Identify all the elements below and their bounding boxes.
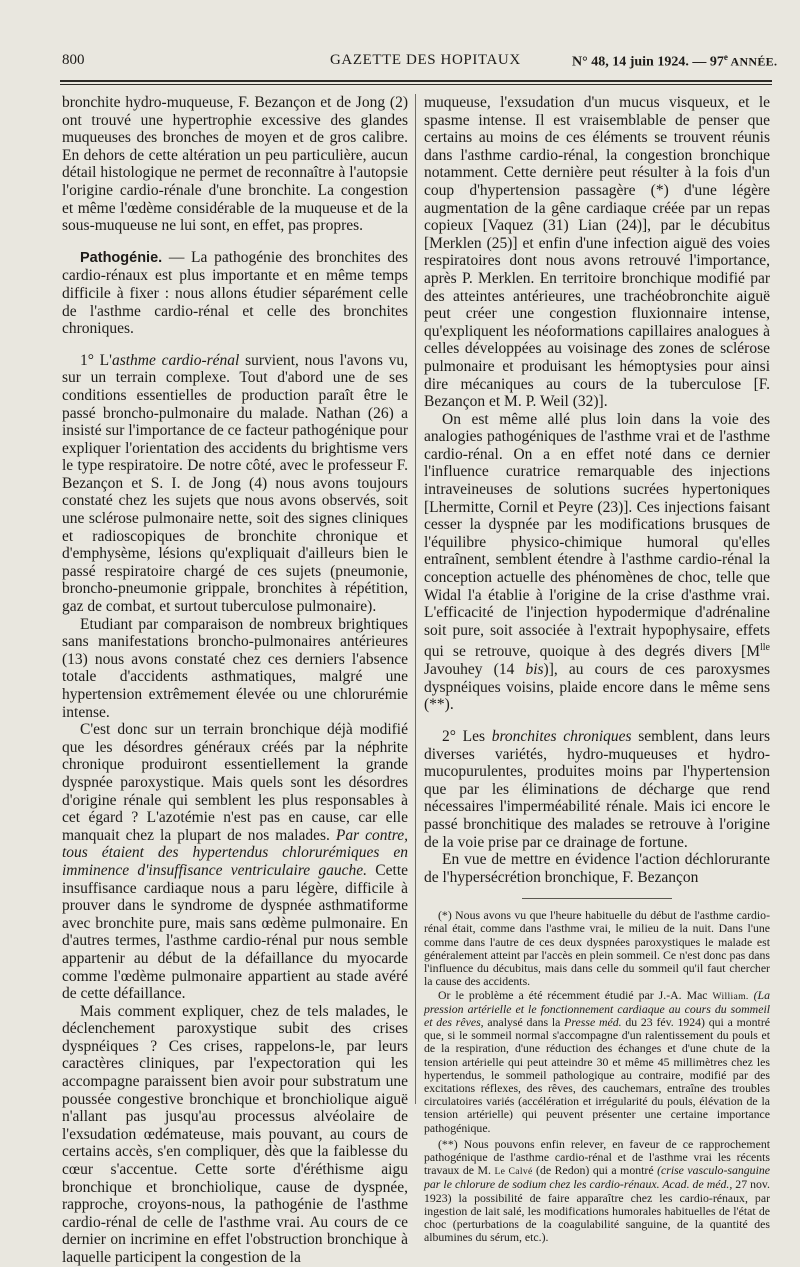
emphasis: Par contre, tous étaient des hypertendus chlorurémiques en imminence d'insuffisance ventriculaire gauche. xyxy=(62,826,408,879)
journal-title: GAZETTE DES HOPITAUX xyxy=(330,52,521,68)
issue-info xyxy=(572,52,777,71)
footnotes xyxy=(424,909,770,1244)
footnote-rule xyxy=(522,898,672,899)
text: Javouhey (14 xyxy=(424,661,526,679)
paragraph: Mais comment expliquer, chez de tels malades, le déclenchement paroxystique subit des crises dyspnéiques ? Ces crises, rappelons-le, par leurs caractères cliniques, par l'expectoration qui les accompagne paraissent bien avoir pour substratum une poussée congestive bronchique et bronchiolique aiguë n'allant pas jusqu'au processus alvéolaire de l'exsudation œdémateuse, mais pouvant, au cours de certains accès, s'en compliquer, dès que la faiblesse du cœur s'accentue. Cette sorte d'éréthisme aigu bronchique et bronchiolique, cause de dyspnée, rapproche, croyons-nous, la pathogénie de l'asthme cardio-rénal de celle de l'asthme vrai. Au cours de ce dernier on incrimine en effet l'obstruction bronchique à laquelle participent la congestion de la xyxy=(62,1002,408,1266)
paragraph xyxy=(424,411,770,714)
running-header xyxy=(62,52,778,76)
text: On est même allé plus loin dans la voie des analogies pathogéniques de l'asthme vrai et de l'asthme cardio-rénal. On a en effet noté dans ce dernier l'influence curatrice remarquable des injections intraveineuses de solutions sucrées hypertoniques [Lhermitte, Cornil et Peyre (23)]. Ces injections faisant cesser la dyspnée par les modifications brusques de l'équilibre physico-chimique humoral qu'elles entraînent, semblent étendre à l'asthme cardio-rénal la conception actuelle des phénomènes de choc, telle que Widal l'a établie à l'origine de la crise d'asthme vrai. L'efficacité de l'injection hypodermique d'adrénaline soit pure, soit associée à l'extrait hypophysaire, effets qui se retrouve, quoique à des degrés divers [M xyxy=(424,410,770,661)
paragraph-bronchites xyxy=(424,728,770,851)
author-name: William. xyxy=(712,990,749,1002)
header-rule-thick xyxy=(60,80,772,82)
page-number: 800 xyxy=(62,52,85,68)
issue-year-label: ANNÉE. xyxy=(727,54,778,69)
issue-date: N° 48, 14 juin 1924. — 97 xyxy=(572,54,724,70)
text: Or le problème a été récemment étudié par J.-A. Mac xyxy=(438,987,713,1002)
paragraph: muqueuse, l'exsudation d'un mucus visqueux, et le spasme intense. Il est vraisemblable de penser que certains au moins de ces éléments se trouvent réunis dans l'asthme cardio-rénal, la congestion bronchique notamment. Cette dernière peut résulter à la fois d'un coup d'hypertension passagère (*) d'une légère augmentation de la gêne cardiaque créée par un repas copieux [Vaquez (31) Lian (24)], par le décubitus [Merklen (25)] et enfin d'une infection aiguë des voies respiratoires dont nous avons retrouvé l'importance, après P. Merklen. En territoire bronchique modifié par des atteintes antérieures, une trachéobronchite aiguë peut créer une congestion fluxionnaire intense, qu'expliquent les néoformations capillaires analogues à celles développées au voisinage des zones de sclérose pulmonaire et produisant les hémoptysies pour ainsi dire mécaniques au cours de la tuberculose [F. Bezançon et M. P. Weil (32)]. xyxy=(424,94,770,411)
text: 1° L' xyxy=(80,351,112,369)
paragraph-pathogenie xyxy=(62,249,408,338)
paragraph: Etudiant par comparaison de nombreux brightiques sans manifestations broncho-pulmonaires antérieures (13) nous avons constaté chez ces derniers l'absence totale d'accidents asthmatiques, malgré une hypertension extrêmement élevée ou une chlorurémie intense. xyxy=(62,615,408,721)
footnote-1-cont xyxy=(424,989,770,1135)
emphasis: bis xyxy=(525,661,544,679)
text: 2° Les xyxy=(442,727,492,745)
issue-ordinal: e xyxy=(723,52,728,62)
paragraph-text: — La pathogénie des bronchites des cardio-rénaux est plus importante et en même temps difficile à fixer : nous allons étudier séparément celle de l'asthme cardio-rénal et celle des bronchites chroniques. xyxy=(62,248,408,338)
footnote-2 xyxy=(424,1138,770,1245)
text: C'est donc sur un terrain bronchique déjà modifié que les désordres généraux créés par la néphrite chronique produiront essentiellement la grande dyspnée paroxystique. Mais quels sont les désordres d'origine rénale qui semblent les plus responsables à cet égard ? L'azotémie n'est pas en cause, car elle manquait chez la plupart de nos malades. xyxy=(62,721,408,844)
column-divider xyxy=(415,94,416,1104)
left-column xyxy=(62,94,408,1266)
term-bronchites-chroniques: bronchites chroniques xyxy=(491,727,632,745)
text: survient, nous l'avons vu, sur un terrain complexe. Tout d'abord une de ses conditions essentielles de production paraît être le passé broncho-pulmonaire du malade. Nathan (26) a insisté sur l'importance de ce facteur pathogénique pour expliquer l'orientation des accidents du brightisme vers le type respiratoire. De notre côté, avec le professeur F. Bezançon et S. I. de Jong (4) nous avons toujours constaté chez les sujets que nous avons observés, soit une sclérose pulmonaire nette, soit des signes cliniques et radioscopiques de bronchite chronique et d'emphysème, lésions qu'expliquait d'ailleurs bien le passé respiratoire chargé de ces sujets (pneumonie, broncho-pneumonie grippale, bronchites à répétition, gaz de combat, et surtout tuberculose pulmonaire). xyxy=(62,351,408,616)
term-asthme-cardio-renal: asthme cardio-rénal xyxy=(111,351,240,369)
author-name: Le Calvé xyxy=(494,1166,533,1178)
text: semblent, dans leurs diverses variétés, hydro-muqueuses et hydro-mucopurulentes, produites moins par l'hypertension que par les éliminations de décharge que rend nécessaires l'imperméabilité rénale. Mais ici encore le passé bronchitique des malades se retrouve à l'origine de la voie prise par ce drainage de fortune. xyxy=(424,727,770,851)
right-column xyxy=(424,94,771,1245)
text: (de Redon) qui a montré xyxy=(532,1163,658,1178)
header-rule-thin xyxy=(60,84,772,85)
text: Cette insuffisance cardiaque nous a paru légère, difficile à prouver dans le syndrome de dyspnée asthmatiforme avec bronchite pure, mais sans œdème pulmonaire. En d'autres termes, l'asthme cardio-rénal pur nous semble appartenir au début de la défaillance du myocarde comme l'œdème pulmonaire appartient au stade avéré de cette défaillance. xyxy=(62,861,408,1003)
text: analysé dans la xyxy=(483,1014,565,1029)
paragraph: En vue de mettre en évidence l'action déchlorurante de l'hypersécrétion bronchique, F. Bezançon xyxy=(424,851,770,886)
text: 27 nov. 1923) la possibilité de faire apparaître chez les cardio-rénaux, par ingestion de lait salé, les modifications humorales habituelles de l'état de choc (perturbations de la coagulabilité sanguine, de la quantité des albumines du sérum, etc.). xyxy=(424,1177,771,1245)
emphasis: (crise vasculo-sanguine par le chlorure de sodium chez les cardio-rénaux. Acad. de méd., xyxy=(424,1163,770,1192)
emphasis: Presse méd. xyxy=(564,1014,622,1029)
paragraph-asthme xyxy=(62,352,408,616)
paragraph: bronchite hydro-muqueuse, F. Bezançon et de Jong (2) ont trouvé une hypertrophie excessive des glandes muqueuses des bronches de moyen et de gros calibre. En dehors de cette altération un peu particulière, aucun détail histologique ne permet de reconnaître à l'autopsie l'origine cardio-rénale d'une bronchite. La congestion et même l'œdème considérable de la muqueuse et de la sous-muqueuse ne lui sont, en effet, pas propres. xyxy=(62,94,408,235)
footnote-1: (*) Nous avons vu que l'heure habituelle du début de l'asthme cardio-rénal était, comme dans l'asthme vrai, le milieu de la nuit. Dans l'une comme dans l'autre de ces deux dyspnées paroxystiques le malade est généralement atteint par l'accès en plein sommeil. Ce n'est donc pas dans l'influence du décubitus, mais dans celle du sommeil qu'il faut chercher la cause des accidents. xyxy=(424,908,770,989)
text: du 23 fév. 1924) qui a montré que, si le sommeil normal s'accompagne d'un ralentissement du pouls et de la respiration, d'une réduction des échanges et d'une chute de la tension artérielle qui peut atteindre 30 et même 45 millimètres chez les hypertendus, le sommeil pathologique au contraire, modifié par des excitations réflexes, des rêves, des cauchemars, entraîne des troubles circulatoires variés (accélération et irrégularité du pouls, élévation de la tension artérielle) qui peuvent présenter une certaine importance pathogénique. xyxy=(424,1014,770,1135)
superscript: lle xyxy=(760,642,770,654)
section-heading-pathogenie: Pathogénie. xyxy=(80,249,163,266)
text: (**) Nous pouvons enfin relever, en faveur de ce rapprochement pathogénique de l'asthme cardio-rénal et de l'asthme vrai les récents travaux de M. xyxy=(424,1136,770,1178)
text: )], au cours de ces paroxysmes dyspnéiques voisins, plaide encore dans le même sens (**). xyxy=(424,661,771,714)
emphasis: (La pression artérielle et le fonctionnement cardiaque au cours du sommeil et des rêves, xyxy=(424,987,770,1029)
paragraph xyxy=(62,721,408,1003)
